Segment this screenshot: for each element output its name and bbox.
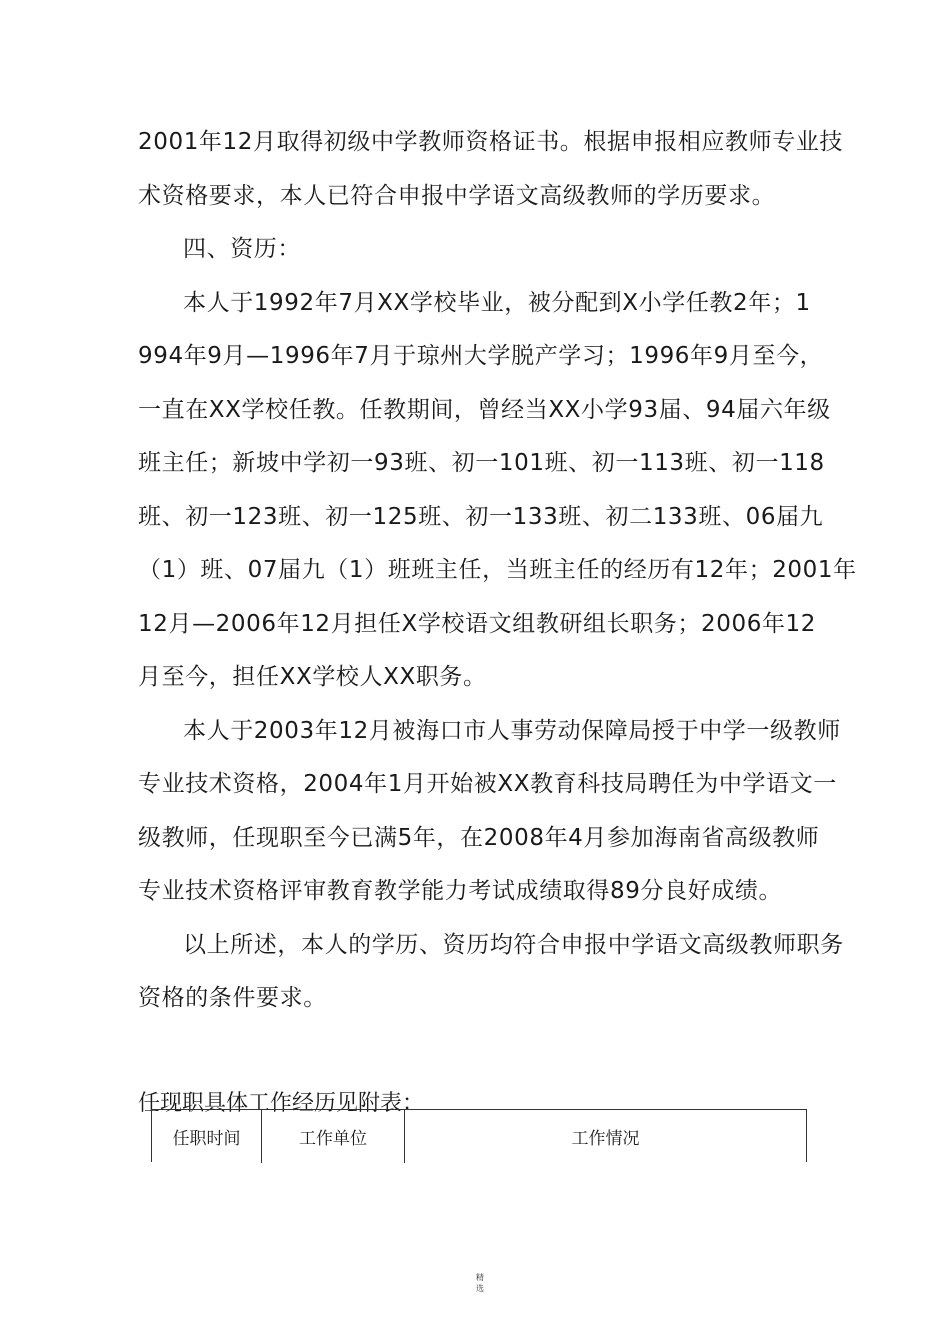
page-footer [470, 1272, 490, 1294]
section-heading: 四、资历： [183, 236, 301, 262]
paragraph-line: 一直在XX学校任教。任教期间，曾经当XX小学93届、94届六年级 [138, 397, 831, 423]
paragraph-line: 资格的条件要求。 [138, 985, 327, 1011]
paragraph-line: 专业技术资格评审教育教学能力考试成绩取得89分良好成绩。 [138, 878, 783, 904]
paragraph-line: 专业技术资格，2004年1月开始被XX教育科技局聘任为中学语文一 [138, 771, 837, 797]
table-header-time: 任职时间 [152, 1110, 262, 1163]
footer-line: 精 [476, 1273, 484, 1282]
footer-line: 选 [476, 1284, 484, 1293]
paragraph-line: 班、初一123班、初一125班、初一133班、初二133班、06届九 [138, 504, 824, 530]
paragraph-line: 12月—2006年12月担任X学校语文组教研组长职务；2006年12 [138, 611, 817, 637]
paragraph-line: 本人于1992年7月XX学校毕业，被分配到X小学任教2年；1 [183, 290, 811, 316]
paragraph-line: 本人于2003年12月被海口市人事劳动保障局授于中学一级教师 [183, 718, 841, 744]
paragraph-line: （1）班、07届九（1）班班主任，当班主任的经历有12年；2001年 [138, 557, 857, 583]
work-history-table [151, 1109, 807, 1162]
paragraph-line: 术资格要求，本人已符合申报中学语文高级教师的学历要求。 [138, 183, 776, 209]
paragraph-line: 以上所述，本人的学历、资历均符合申报中学语文高级教师职务 [183, 932, 844, 958]
paragraph-line: 级教师，任现职至今已满5年，在2008年4月参加海南省高级教师 [138, 825, 820, 851]
paragraph-line: 2001年12月取得初级中学教师资格证书。根据申报相应教师专业技 [138, 129, 843, 155]
paragraph-line: 月至今，担任XX学校人XX职务。 [138, 664, 487, 690]
paragraph-line: 994年9月—1996年7月于琼州大学脱产学习；1996年9月至今， [138, 343, 824, 369]
paragraph-line: 班主任；新坡中学初一93班、初一101班、初一113班、初一118 [138, 450, 825, 476]
table-header-unit: 工作单位 [262, 1110, 405, 1163]
table-header-situation: 工作情况 [571, 1129, 640, 1149]
table-caption: 任现职具体工作经历见附表： [138, 1091, 425, 1116]
